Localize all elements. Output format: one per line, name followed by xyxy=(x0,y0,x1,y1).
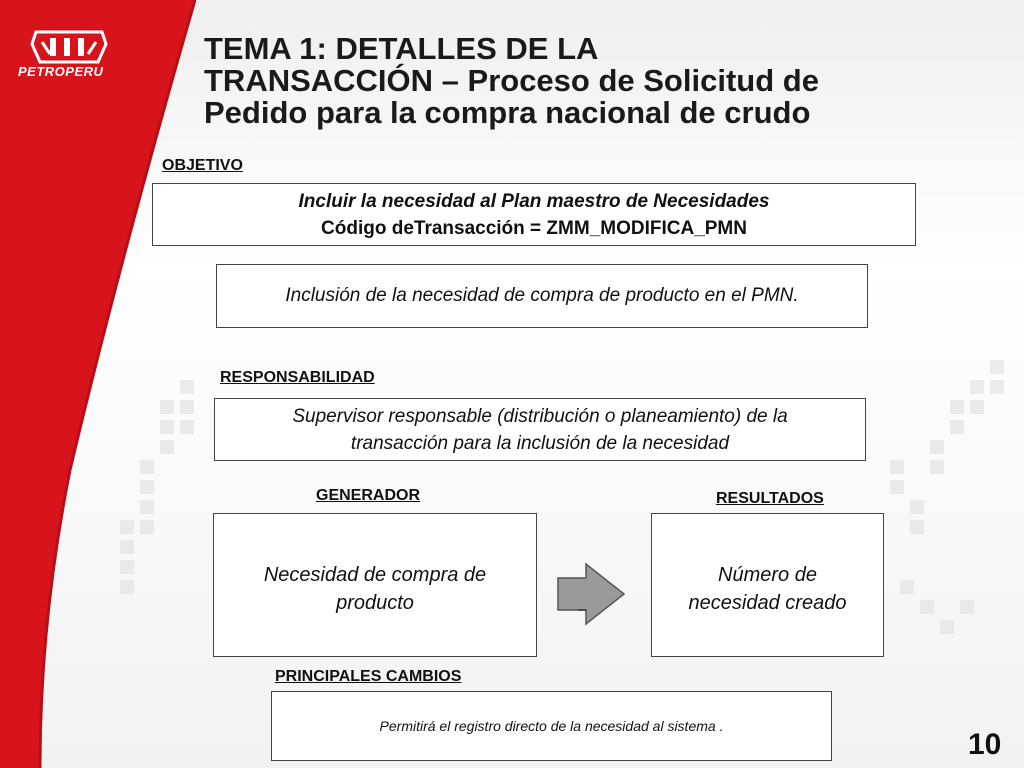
objetivo-description: Inclusión de la necesidad de compra de producto en el PMN. xyxy=(285,285,799,306)
responsabilidad-label: RESPONSABILIDAD xyxy=(220,369,375,386)
transaction-code: Código deTransacción = ZMM_MODIFICA_PMN xyxy=(321,217,747,239)
arrow-right-icon xyxy=(556,562,626,626)
responsabilidad-box xyxy=(214,398,866,461)
objetivo-box xyxy=(152,183,916,246)
resultados-box xyxy=(651,513,884,657)
principales-cambios-label: PRINCIPALES CAMBIOS xyxy=(275,668,462,685)
brand-name: PETROPERU xyxy=(18,64,104,79)
title-line-3: Pedido para la compra nacional de crudo xyxy=(204,95,811,130)
resultados-label: RESULTADOS xyxy=(716,490,824,507)
petroperu-logo-icon xyxy=(14,22,124,92)
title-line-1: TEMA 1: DETALLES DE LA xyxy=(204,31,599,66)
resultados-line-1: Número de xyxy=(718,564,817,586)
brand-red-band xyxy=(0,0,200,768)
page-title xyxy=(204,33,984,129)
generador-label: GENERADOR xyxy=(316,487,421,504)
responsabilidad-line-2: transacción para la inclusión de la necesidad xyxy=(350,432,730,454)
generador-line-2: producto xyxy=(336,592,414,614)
objetivo-line-1: Incluir la necesidad al Plan maestro de Necesidades xyxy=(298,190,770,212)
principales-cambios-text: Permitirá el registro directo de la necesidad al sistema . xyxy=(379,718,724,734)
resultados-line-2: necesidad creado xyxy=(688,592,847,614)
page-number: 10 xyxy=(968,728,1002,761)
responsabilidad-line-1: Supervisor responsable (distribución o planeamiento) de la xyxy=(292,405,788,427)
principales-cambios-box xyxy=(271,691,832,761)
generador-line-1: Necesidad de compra de xyxy=(263,564,487,586)
generador-box xyxy=(213,513,537,657)
title-line-2: TRANSACCIÓN – Proceso de Solicitud de xyxy=(204,63,819,98)
objetivo-label: OBJETIVO xyxy=(162,157,243,174)
objetivo-description-box xyxy=(216,264,868,328)
